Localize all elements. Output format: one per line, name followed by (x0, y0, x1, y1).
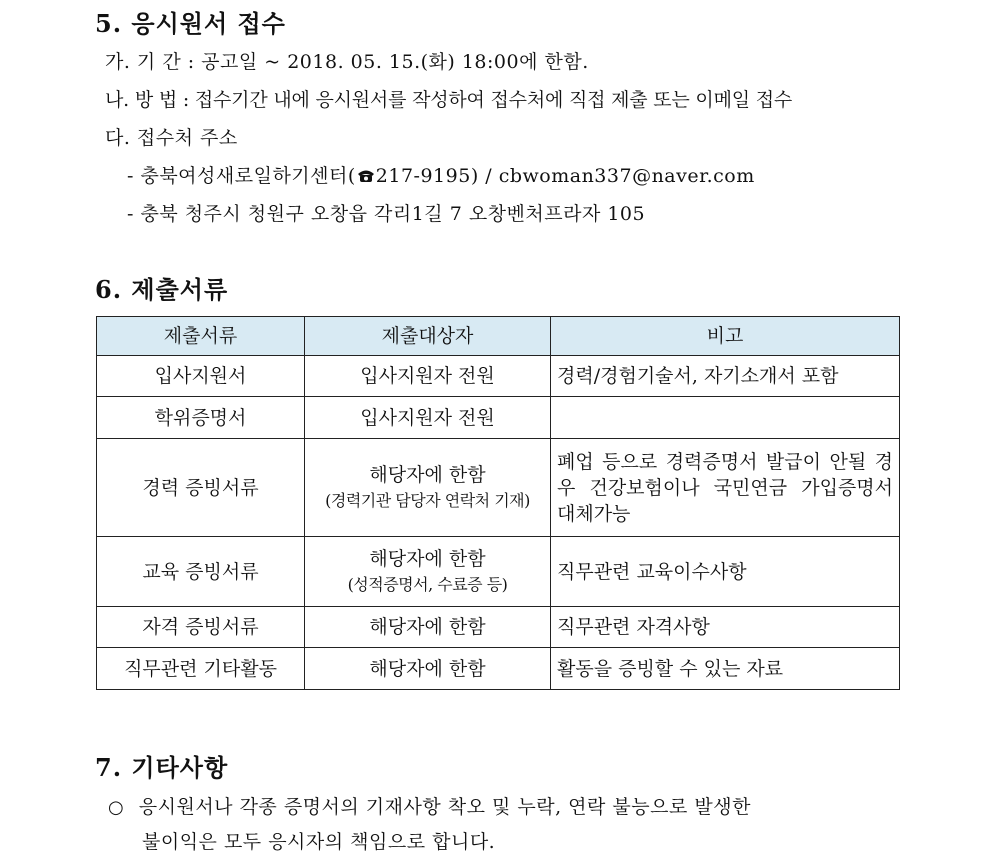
table-row (97, 356, 900, 397)
center-contact-line (127, 161, 755, 188)
doc-cell: 교육 증빙서류 (97, 537, 305, 607)
section-6-title: 6. 제출서류 (95, 275, 229, 304)
circle-bullet-icon: ○ (108, 797, 125, 818)
section-5-title: 5. 응시원서 접수 (95, 9, 286, 38)
note-cell: 폐업 등으로 경력증명서 발급이 안될 경우 건강보험이나 국민연금 가입증명서 대체가능 (551, 439, 900, 537)
doc-cell: 자격 증빙서류 (97, 607, 305, 648)
notice-text-1: 응시원서나 각종 증명서의 기재사항 착오 및 누락, 연락 불능으로 발생한 (138, 796, 751, 818)
table-row (97, 439, 900, 537)
notice-line-1 (108, 792, 751, 819)
target-cell: 입사지원자 전원 (305, 397, 551, 439)
target-sub: (경력기관 담당자 연락처 기재) (325, 490, 530, 510)
note-cell: 직무관련 자격사항 (551, 607, 900, 648)
doc-cell: 학위증명서 (97, 397, 305, 439)
target-cell (305, 537, 551, 607)
period-line: 가. 기 간 : 공고일 ~ 2018. 05. 15.(화) 18:00에 한함. (105, 51, 589, 73)
target-cell: 해당자에 한함 (305, 648, 551, 690)
table-row (97, 537, 900, 607)
target-cell: 해당자에 한함 (305, 607, 551, 648)
doc-cell: 경력 증빙서류 (97, 439, 305, 537)
table-row (97, 607, 900, 648)
header-target: 제출대상자 (305, 317, 551, 356)
note-cell: 활동을 증빙할 수 있는 자료 (551, 648, 900, 690)
notice-line-2: 불이익은 모두 응시자의 책임으로 합니다. (142, 831, 496, 853)
note-cell: 직무관련 교육이수사항 (551, 537, 900, 607)
doc-cell: 직무관련 기타활동 (97, 648, 305, 690)
target-cell: 입사지원자 전원 (305, 356, 551, 397)
table-row (97, 397, 900, 439)
target-main: 해당자에 한함 (369, 463, 486, 486)
header-note: 비고 (551, 317, 900, 356)
note-cell (551, 397, 900, 439)
center-name: - 충북여성새로일하기센터( (127, 165, 356, 187)
telephone-icon (357, 166, 375, 180)
section-7-title: 7. 기타사항 (95, 753, 229, 782)
header-doc: 제출서류 (97, 317, 305, 356)
target-main: 해당자에 한함 (369, 547, 486, 570)
method-line: 나. 방 법 : 접수기간 내에 응시원서를 작성하여 접수처에 직접 제출 또는 이메일 접수 (105, 89, 793, 111)
note-cell: 경력/경험기술서, 자기소개서 포함 (551, 356, 900, 397)
address-title: 다. 접수처 주소 (105, 127, 238, 149)
target-cell (305, 439, 551, 537)
table-header-row (97, 317, 900, 356)
doc-cell: 입사지원서 (97, 356, 305, 397)
table-row (97, 648, 900, 690)
center-address: - 충북 청주시 청원구 오창읍 각리1길 7 오창벤처프라자 105 (127, 203, 646, 225)
target-sub: (성적증명서, 수료증 등) (347, 574, 508, 594)
center-phone-email: 217-9195) / cbwoman337@naver.com (375, 165, 755, 187)
documents-table (96, 316, 900, 690)
